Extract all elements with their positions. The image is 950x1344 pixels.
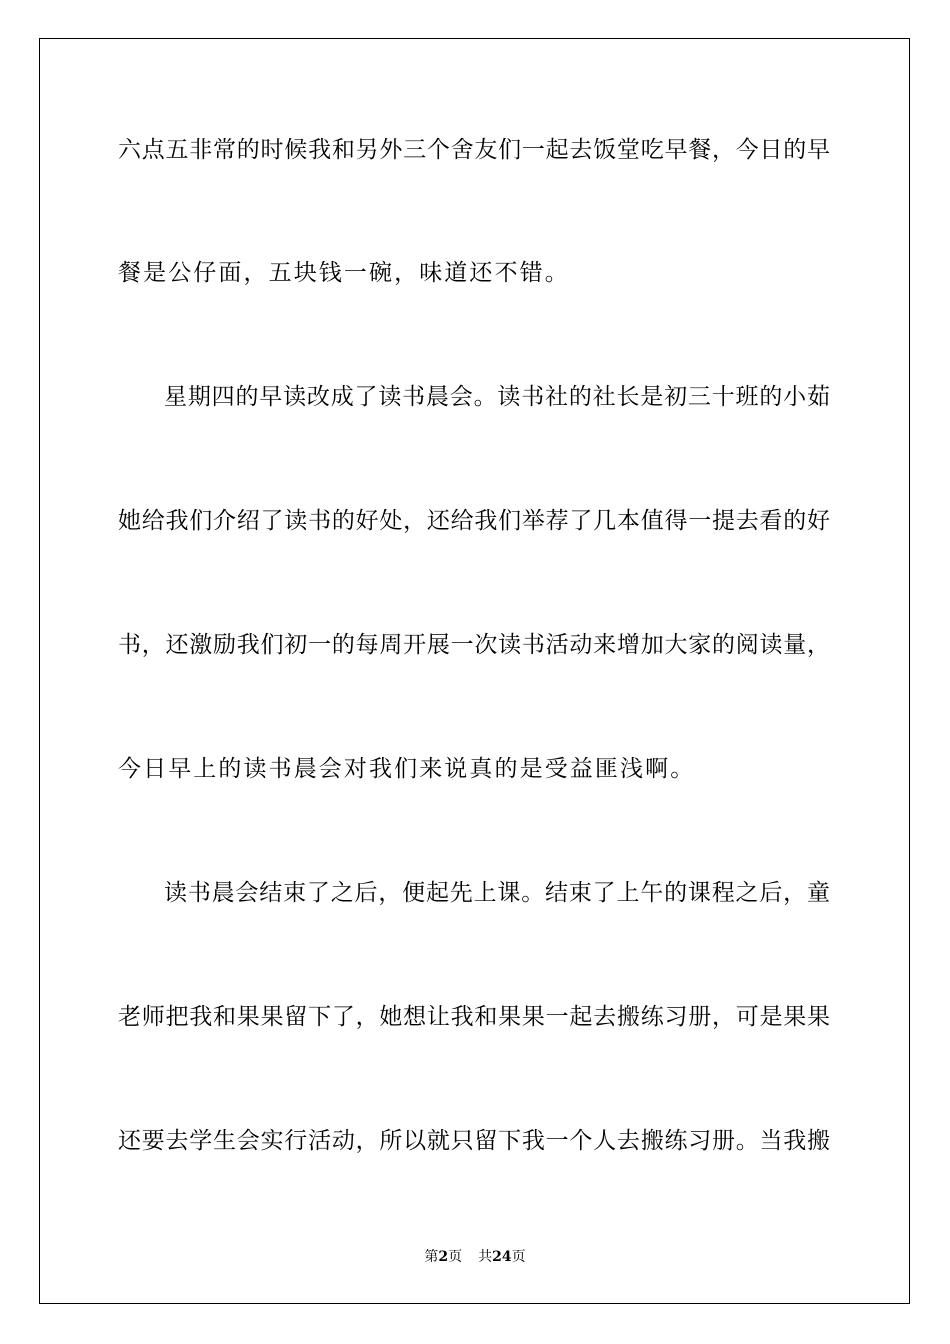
page-border [39, 38, 910, 1304]
text-line-7: 读书晨会结束了之后，便起先上课。结束了上午的课程之后，童 [164, 880, 830, 906]
footer-total-suffix: 页 [511, 1249, 526, 1265]
page-footer [0, 1248, 950, 1266]
footer-total-pages: 24 [492, 1249, 512, 1265]
footer-page-suffix: 页 [448, 1249, 463, 1265]
text-line-8: 老师把我和果果留下了，她想让我和果果一起去搬练习册，可是果果 [118, 1004, 830, 1030]
footer-total-prefix: 共 [478, 1249, 493, 1265]
text-line-6: 今日早上的读书晨会对我们来说真的是受益匪浅啊。 [118, 756, 696, 782]
text-line-5: 书，还激励我们初一的每周开展一次读书活动来增加大家的阅读量， [118, 632, 830, 658]
text-line-3: 星期四的早读改成了读书晨会。读书社的社长是初三十班的小茹 [164, 384, 830, 410]
text-line-9: 还要去学生会实行活动，所以就只留下我一个人去搬练习册。当我搬 [118, 1128, 830, 1154]
text-line-2: 餐是公仔面，五块钱一碗，味道还不错。 [118, 260, 570, 286]
text-line-1: 六点五非常的时候我和另外三个舍友们一起去饭堂吃早餐，今日的早 [118, 137, 830, 163]
text-line-4: 她给我们介绍了读书的好处，还给我们举荐了几本值得一提去看的好 [118, 508, 830, 534]
footer-page-prefix: 第 [424, 1249, 439, 1265]
footer-page-number: 2 [438, 1249, 449, 1265]
